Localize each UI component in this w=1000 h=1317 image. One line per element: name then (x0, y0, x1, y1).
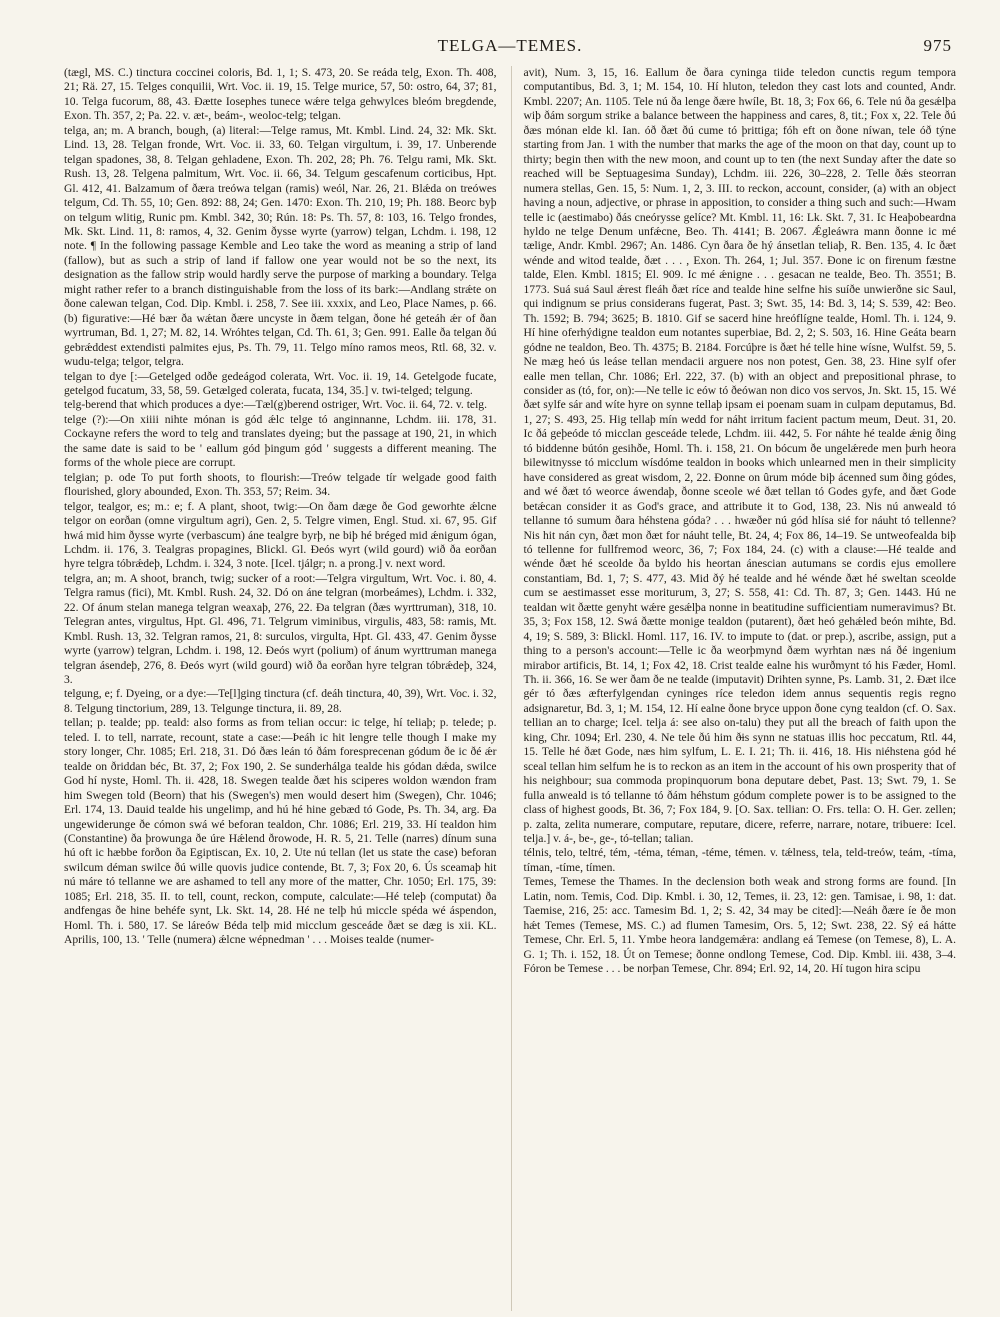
dictionary-entry: telgian; p. ode To put forth shoots, to flourish:—Treów telgade tír welgade good faith flourished, glory abounded, Exon. Th. 353, 57; Reim. 34. (64, 470, 497, 499)
page-number: 975 (923, 36, 952, 55)
dictionary-entry: telgra, an; m. A shoot, branch, twig; sucker of a root:—Telgra virgultum, Wrt. Voc. i. 80, 4. Telgra ramus (fici), Mt. Kmbl. Rush. 24, 32. Dó on áne telgran (morbeámes), Lchdm. i. 332, 22. Of ánum stelan manega telgran weaxaþ, 276, 22. Ða telgran (ðæs wyrttruman), 318, 10. Telegran antes, virgultus, Hpt. Gl. 496, 71. Telgrum viminibus, virgulis, 483, 58: ramis, Mt. Kmbl. Rush. 13, 32. Telgran ramos, 21, 8: surculos, virgulta, Hpt. Gl. 433, 47. Genim ðysse wyrte (yarrow) telgran, Lchdm. i. 198, 12. Ðeós wyrt (polium) of ánum wyrttruman manega telgran ásendeþ, 276, 8. Ðeós wyrt (wild gourd) wið ða eorðan hyre telgran tóbrǽdeþ, 324, 3. (64, 571, 497, 687)
page-title: TELGA—TEMES. (437, 36, 583, 55)
right-column (511, 66, 957, 1311)
two-column-body (64, 66, 956, 1311)
dictionary-entry: Temes, Temese the Thames. In the declension both weak and strong forms are found. [In Latin, nom. Temis, Cod. Dip. Kmbl. i. 30, 12, Temes, ii. 23, 12: gen. Tamisae, i. 98, 1: dat. Taemise, 216, 25: acc. Tamesim Bd. 1, 2; S. 42, 34 may be cited]:—Neáh ðære íe ðe mon hǽt Temes (Temese, MS. C.) ad flumen Tamesim, Ors. 5, 12; Swt. 238, 22. Sý eá hátte Temese, Chr. Erl. 5, 11. Ymbe heora landgemǽra: andlang eá Temese (on Temese, 8), L. A. G. 1; Th. i. 152, 18. Út on Temese; ðonne ondlong Temese, Cod. Dip. Kmbl. iii. 438, 3–4. Fóron be Temese . . . be norþan Temese, Chr. 894; Erl. 92, 14, 20. Hí tugon hira scipu (523, 875, 956, 976)
dictionary-entry: avit), Num. 3, 15, 16. Eallum ðe ðara cyninga tiide teledon cunctis regum tempora computantibus, Bd. 3, 1; M. 154, 10. Hí hluton, teledon they cast lots and counted, Andr. Kmbl. 2207; An. 1105. Tele nú ða lenge ðære hwíle, Bt. 18, 3; Fox 66, 6. Tele nú ða gesǽlþa wiþ ðám sorgum strike a balance between the happiness and cares, 8, tit.; Fox x, 22. Tele ðú ðæs mónan elde kl. Ian. óð ðæt ðú cume tó þrittiga; fóh eft on ðone níwan, tele óð týne starting from Jan. 1 with the number that marks the age of the moon on that day, count up to thirty; begin then with the new moon, and count up to ten (the next Sunday after the date so reached will be Septuagesima Sunday), Lchdm. iii. 226, 30–228, 2. Telle ðǽs steorran numera stellas, Gen. 15, 5: Num. 1, 2, 3. III. to reckon, account, consider, (a) with an object having a noun, adjective, or phrase in apposition, to consider a thing such and such:—Hwam telle ic (aestimabo) ðás cneórysse gelíce? Mt. Kmbl. 11, 16: Lk. Skt. 7, 31. Ic Heaþobeardna hyldo ne telge Denum unfǽcne, Beo. Th. 4141; B. 2067. Ǽgleáwra mann ðonne ic mé tælige, Andr. Kmbl. 2967; An. 1486. Cyn ðara ðe hý ánsetlan teliaþ, R. Ben. 135, 4. Ic ðæt wénde and witod tealde, ðæt . . . , Exon. Th. 264, 1; Jul. 357. Ðone ic on firenum fæstne talde, Elen. Kmbl. 1815; El. 909. Ic mé ǽnigne . . . gesacan ne tealde, Beo. Th. 3551; B. 1773. Suá suá Saul ǽrest fleáh ðæt ríce and tealde hine selfne his suíðe unwierðne sic Saul, qui indignum se prius considerans fugerat, Past. 3; Swt. 35, 14: Bd. 3, 14; S. 539, 42: Beo. Th. 1592; B. 794; 3625; B. 1810. Gif se sacerd hine hreóflígne tealde, Homl. Th. i. 124, 9. Hí hine oferhýdigne tealdon eum notantes superbiae, Bd. 2, 2; S. 503, 16. Hine Geáta bearn gódne ne tealdon, Beo. Th. 4375; B. 2184. Forcúþre is ðæt hé telle hine wísne, Wulfst. 59, 5. Ne mæg heó ús leáse tellan mendacii arguere nos non potest, Gen. 38, 23. Hine sylf ofer ealle men tellan, Chr. 1086; Erl. 222, 37. (b) with an object and prepositional phrase, to consider as (tó, for, on):—Ne telle ic eów tó ðeówan non dico vos servos, Jn. Skt. 15, 15. Wé ðæt sylfe sár and wíte hyre on synne tellaþ ipsam ei poenam suam in culpam deputamus, Bd. 1, 27; S. 493, 25. Hig tellaþ mín wedd for náht irritum facient pactum meum, Deut. 31, 20. Ic ðá geþeóde tó micclan gesceáde telede, Lchdm. iii. 442, 5. For náhte hé tealde ǽnig ðing tó biddenne bútón gesihðe, Homl. Th. i. 158, 21. On bócum ðe ungelǽrede men þurh heora bilewitnysse tó micclum wísdóme tealdon in books which unlearned men in their simplicity have considered as great wisdom, 2, 22. Ðonne on ûrum móde biþ ácenned sum ðing gódes, and wé ðæt tó weorce áwendaþ, ðonne sceole wé ðæt tellan tó Godes gyfe, and ðæt Gode betǽcan consider it as God's grace, and attribute it to God, 138, 23. Nis nú anweald tó tellanne tó sumum ðara héhstena góda? . . . hwæðer nú gód hlísa sié for náuht tó tellenne? Nis hit nán cyn, ðæt mon ðæt for náuht telle, Bt. 24, 4; Fox 86, 14–19. Se untweofealda biþ tó tellenne for fullfremod weorc, 36, 7; Fox 184, 24. (c) with a clause:—Hé tealde and wénde ðæt hé sceolde ða byldo his heortan ánescian autumans se cordis ejus emollere constantiam, Bd. 1, 7; S. 477, 43. Mid ðý hé tealde and hé wénde ðæt hé sweltan sceolde cum se aestimasset esse moriturum, 3, 27; S. 558, 41: Cd. Th. 87, 3; Gen. 1443. Hú ne tealdan wit ðætte genyht wǽre gesǽlþa nonne in beatitudine sufficientiam numeravimus? Bt. 35, 3; Fox 158, 12. Swá ðætte monige tealdon (putarent), ðæt heó gehǽled beón mihte, Bd. 4, 19; S. 589, 3: Blickl. Homl. 117, 16. IV. to impute to (dat. or prep.), ascribe, assign, put a thing to a person's account:—Telle ic ða weorþmynd ðæm wyrhtan næs ná ðé ingenium mirabor artificis, Bt. 14, 1; Fox 42, 18. Crist tealde ealne his wurðmynt tó his Fæder, Homl. Th. ii. 366, 16. Se wer ðam ðe ne tealde (imputavit) Drihten synne, Ps. Lamb. 31, 2. Ðæt ilce gér tó ðæs æfterfylgendan cyninges ríce teledon idem annus sequentis regis regno adsignaretur, Bd. 3, 1; M. 154, 12. Hí ealne ðone bryce uppon ðone cyng tealdon (cf. O. Sax. tellian an to charge; Icel. telja á: see also on-talu) they put all the breach of faith upon the king, Chr. 1094; Erl. 230, 4. Ne tele ðú him ð̶is synn ne statuas illis hoc peccatum, Rtl. 44, 15. Telle hé ðæt Gode, næs him sylfum, L. E. I. 21; Th. ii. 416, 18. His niéhstena gód hé sceal tellan him selfum he is to reckon as an item in the account of his own prosperity that of his neighbour; sua commoda propinquorum bona deputare debet, Past. 13; Swt. 79, 1. Se fulla anweald is tó tellanne tó ðám héhstum gódum complete power is to be assigned to the class of highest goods, Bt. 36, 7; Fox 184, 9. [O. Sax. tellian: O. Frs. tella: O. H. Ger. zellen; p. zalta, zelita numerare, computare, reputare, dicere, referre, narrare, notare, tribuere: Icel. telja.] v. á-, be-, ge-, tó-tellan; talian. (523, 66, 956, 846)
dictionary-entry: telga, an; m. A branch, bough, (a) literal:—Telge ramus, Mt. Kmbl. Lind. 24, 32: Mk. Skt. Lind. 13, 28. Telgan fronde, Wrt. Voc. ii. 33, 60. Telgan virgultum, i. 39, 17. Unberende telgan spadones, 38, 8. Telgan gehladene, Exon. Th. 202, 28; Ph. 76. Telgu rami, Mk. Skt. Rush. 13, 28. Telgena palmitum, Wrt. Voc. ii. 66, 34. Telgum gescafenum corticibus, Hpt. Gl. 412, 41. Balzamum of ðæra treówa telgan (ramis) weól, Nar. 26, 21. Blǽda on treówes telgum, Cd. Th. 55, 10; Gen. 892: 88, 24; Gen. 1470: Exon. Th. 210, 19; Ph. 188. Beorc byþ on telgum wlitig, Runic pm. Kmbl. 342, 30; Rún. 18: Ps. Th. 57, 8: 103, 16. Telgo frondes, Mk. Skt. Lind. 11, 8: ramos, 4, 32. Genim ðysse wyrte (yarrow) telgan, Lchdm. i. 198, 12 note. ¶ In the following passage Kemble and Leo take the word as meaning a strip of land (fallow), but as such a strip of land if fallow one year would not be so the next, its designation as the fallow strip would hardly serve the purpose of marking a boundary. Telga might rather refer to a branch distinguishable from the loss of its bark:—Andlang strǽte on ðone calewan telgan, Cod. Dip. Kmbl. i. 258, 7. See iii. xxxix, and Leo, Place Names, p. 66. (b) figurative:—Hé bær ða wǽtan ðære uncyste in ðæm telgan, ðone hé geteáh ǽr of ðan wyrtruman, Bd. 1, 27; M. 82, 14. Wróhtes telgan, Cd. Th. 61, 3; Gen. 991. Ealle ða telgan ðú gebrǽddest extendisti palmites ejus, Ps. Th. 79, 11. Telgo míno ramos meos, Rtl. 68, 32. v. wudu-telga; telgor, telgra. (64, 123, 497, 369)
dictionary-entry: telg-berend that which produces a dye:—Tæl(g)berend ostriger, Wrt. Voc. ii. 64, 72. v. telg. (64, 398, 487, 412)
dictionary-entry: telgor, tealgor, es; m.: e; f. A plant, shoot, twig:—On ðam dæge ðe God geworhte ǽlcne telgor on eorðan (omne virgultum agri), Gen. 2, 5. Telgre vimen, Engl. Stud. xi. 67, 95. Gif hwá mid him ðysse wyrte (verbascum) áne tealgre byrþ, ne biþ hé bréged mid ǽnigum ógan, Lchdm. ii. 176, 3. Tealgras propagines, Blickl. Gl. Ðeós wyrt (wild gourd) wið ða eorðan hyre telgra tóbrǽdeþ, Lchdm. i. 324, 3 note. [Icel. tjálgr; n. a prong.] v. next word. (64, 499, 497, 571)
running-header (64, 36, 956, 58)
dictionary-entry: telgan to dye [:—Getelged odðe gedeágod colerata, Wrt. Voc. ii. 19, 14. Getelgode fucate, getelgod fucatum, 33, 58, 59. Getælged colerata, fucata, 134, 35.] v. twi-telged; telgung. (64, 369, 497, 397)
left-column (64, 66, 497, 1311)
dictionary-entry: (tægl, MS. C.) tinctura coccinei coloris, Bd. 1, 1; S. 473, 20. Se reáda telg, Exon. Th. 408, 21; Rä. 27, 15. Telges conquilii, Wrt. Voc. ii. 19, 15. Telge murice, 57, 50: ostro, 64, 37; 81, 10. Telga fucorum, 88, 43. Ðætte Iosephes tunece wǽre telga gehwylces bleóm bregdende, Exon. Th. 357, 2; Pa. 22. v. æt-, beám-, weoloc-telg; telgan. (64, 66, 497, 123)
dictionary-entry: telge (?):—On xiiii nihte mónan is gód ǽlc telge tó anginnanne, Lchdm. iii. 178, 31. Cockayne refers the word to telg and translates dyeing; but the passage at 190, 21, in which the same date is said to be ' eallum gód þingum gód ' suggests a different meaning. The forms of the whole piece are corrupt. (64, 412, 497, 470)
dictionary-entry: télnis, telo, teltré, tém, -téma, téman, -téme, témen. v. tǽlness, tela, teld-treów, teám, -tíma, tíman, -tíme, tímen. (523, 846, 956, 874)
dictionary-entry: tellan; p. tealde; pp. teald: also forms as from telian occur: ic telge, hí teliaþ; p. telede; p. teled. I. to tell, narrate, recount, state a case:—Þeáh ic hit lengre telle though I make my story longer, Chr. 1085; Erl. 218, 31. Dó ðæs leán tó ðám foresprecenan gódum ðe ic ðé ǽr tealde on ðriddan béc, Bt. 37, 2; Fox 190, 2. Se sunderhálga tealde his gódan dǽda, swilce God hí nyste, Homl. Th. ii. 428, 18. Swegen tealde ðæt his sciperes woldon wændon fram him Swegen told (Beorn) that his (Swegen's) men would desert him (Swegen), Chr. 1046; Erl. 174, 13. Dauid tealde his ungelimp, and hú hé hine gebæd tó Gode, Ps. Th. 34, arg. Ða ungewiderunge ðe cómon swá wé beforan tealdon, Chr. 1086; Erl. 219, 33. Hí tealdon him (Constantine) ða þrowunga ðe úre Hǽlend ðrowode, H. R. 5, 21. Telle (narres) dínum suna hú oft ic hæbbe forðon ða Egiptiscan, Ex. 10, 2. Ute nú tellan (let us state the case) beforan swilcum déman swilce ðú wille quovis judice contende, Bt. 7, 3; Fox 20, 6. Ús sceamaþ hit nú máre tó tellanne we are ashamed to tell any more of the matter, Chr. 1050; Erl. 175, 39: 1085; Erl. 218, 35. II. to tell, count, reckon, compute, calculate:—Hé teleþ (computat) ða andfengas ðe hine behéfe synt, Lk. Skt. 14, 28. Hé ne telþ hú miccle spéda wé áspendon, Homl. Th. i. 580, 17. Se láreów Béda telþ mid micclum gesceáde ðæt se dæg is xii. KL. Aprilis, 100, 13. ' Telle (numera) ǽlcne wépnedman ' . . . Moises tealde (numer- (64, 716, 497, 947)
dictionary-entry: telgung, e; f. Dyeing, or a dye:—Te[l]ging tinctura (cf. deáh tinctura, 40, 39), Wrt. Voc. i. 32, 8. Telgung tinctorium, 289, 13. Telgunge tinctura, ii. 89, 28. (64, 687, 497, 715)
